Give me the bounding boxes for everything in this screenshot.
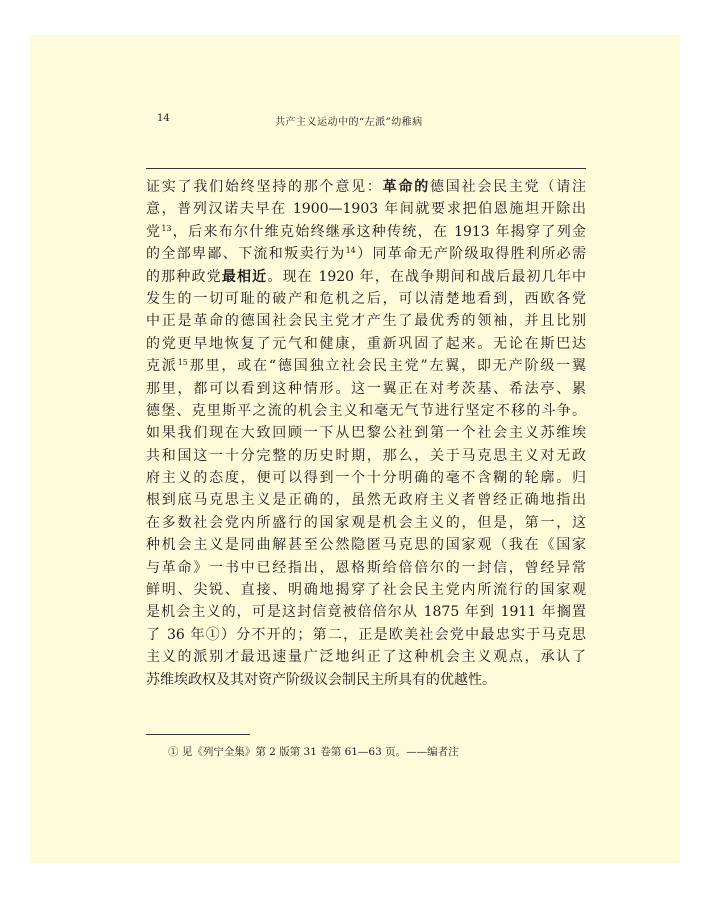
- text-line: [146, 378, 586, 400]
- text-run: 是机会主义的，可是这封信竟被倍倍尔从 1875 年到 1911 年搁置: [146, 604, 586, 621]
- text-run: 德国社会民主党（请注: [430, 179, 586, 195]
- bold-text: 最相近: [221, 268, 268, 285]
- text-line: [146, 355, 586, 377]
- text-run: 鲜明、尖锐、直接、明确地揭穿了社会民主党内所流行的国家观: [146, 582, 586, 599]
- text-line: [146, 669, 586, 691]
- text-run: 的那种政党: [146, 268, 222, 285]
- text-run: 的党更早地恢复了元气和健康，重新巩固了起来。无论在斯巴达: [146, 335, 586, 352]
- running-title: 共产主义运动中的“左派”幼稚病: [275, 117, 423, 128]
- text-run: 共和国这一十分完整的历史时期，那么，关于马克思主义对无政: [146, 447, 586, 464]
- text-run: 苏维埃政权及其对资产阶级议会制民主所具有的优越性。: [146, 671, 496, 688]
- text-line: [146, 579, 586, 601]
- text-run: 如果我们现在大致回顾一下从巴黎公社到第一个社会主义苏维埃: [146, 425, 586, 442]
- text-line: [146, 288, 586, 310]
- text-run: 中正是革命的德国社会民主党才产生了最优秀的领袖，并且比别: [146, 313, 586, 330]
- text-run: ，后来布尔什维克始终继承这种传统，在 1913 年揭穿了列金: [171, 223, 586, 240]
- footnote-rule: [146, 734, 250, 735]
- page-number: 14: [157, 113, 170, 124]
- text-run: ）同革命无产阶级取得胜利所必需: [355, 246, 586, 263]
- text-line: [146, 557, 586, 579]
- text-line: [146, 221, 586, 243]
- text-run: 府主义的态度，便可以得到一个十分明确的毫不含糊的轮廓。归: [146, 470, 586, 487]
- text-run: 种机会主义是同曲解甚至公然隐匿马克思的国家观（我在《国家: [146, 537, 586, 554]
- text-line: [146, 243, 586, 265]
- bold-text: 革命的: [382, 179, 431, 195]
- note-reference: 13: [161, 223, 172, 233]
- text-line: [146, 333, 586, 355]
- text-run: 与革命》一书中已经指出，恩格斯给倍倍尔的一封信，曾经异常: [146, 559, 586, 576]
- text-run: 了 36 年①）分不开的；第二，正是欧美社会党中最忠实于马克思: [146, 626, 586, 643]
- text-run: 在多数社会党内所盛行的国家观是机会主义的，但是，第一，这: [146, 514, 586, 531]
- text-line: [146, 310, 586, 332]
- page-header: [115, 107, 585, 131]
- text-run: 克派: [146, 358, 178, 375]
- note-reference: 15: [177, 358, 188, 368]
- text-line: [146, 534, 586, 556]
- text-run: 证实了我们始终坚持的那个意见：: [146, 179, 383, 195]
- note-reference: 14: [345, 246, 356, 256]
- text-run: 根到底马克思主义是正确的，虽然无政府主义者曾经正确地指出: [146, 492, 586, 509]
- text-run: 主义的派别才最迅速量广泛地纠正了这种机会主义观点，承认了: [146, 649, 586, 666]
- text-line: [146, 646, 586, 668]
- text-run: 那里，或在“德国独立社会民主党”左翼，即无产阶级一翼: [187, 358, 586, 375]
- text-run: 德堡、克里斯平之流的机会主义和毫无气节进行坚定不移的斗争。: [146, 402, 586, 419]
- text-line: [146, 176, 586, 198]
- text-line: [146, 266, 586, 288]
- text-run: 的全部卑鄙、下流和叛卖行为: [146, 246, 346, 263]
- header-rule: [146, 168, 586, 169]
- text-line: [146, 467, 586, 489]
- footnote: ① 见《列宁全集》第 2 版第 31 卷第 61—63 页。——编者注: [168, 746, 459, 758]
- text-line: [146, 422, 586, 444]
- text-run: 。现在 1920 年，在战争期间和战后最初几年中: [267, 268, 586, 285]
- text-line: [146, 601, 586, 623]
- body-text: [146, 176, 586, 691]
- text-run: 意，普列汉诺夫早在 1900—1903 年间就要求把伯恩施坦开除出: [146, 201, 586, 218]
- text-line: [146, 512, 586, 534]
- text-run: 那里，都可以看到这种情形。这一翼正在对考茨基、希法亭、累: [146, 380, 586, 397]
- text-line: [146, 445, 586, 467]
- text-line: [146, 198, 586, 220]
- text-line: [146, 489, 586, 511]
- text-line: [146, 400, 586, 422]
- text-run: 党: [146, 223, 162, 240]
- text-run: 发生的一切可耻的破产和危机之后，可以清楚地看到，西欧各党: [146, 290, 586, 307]
- text-line: [146, 624, 586, 646]
